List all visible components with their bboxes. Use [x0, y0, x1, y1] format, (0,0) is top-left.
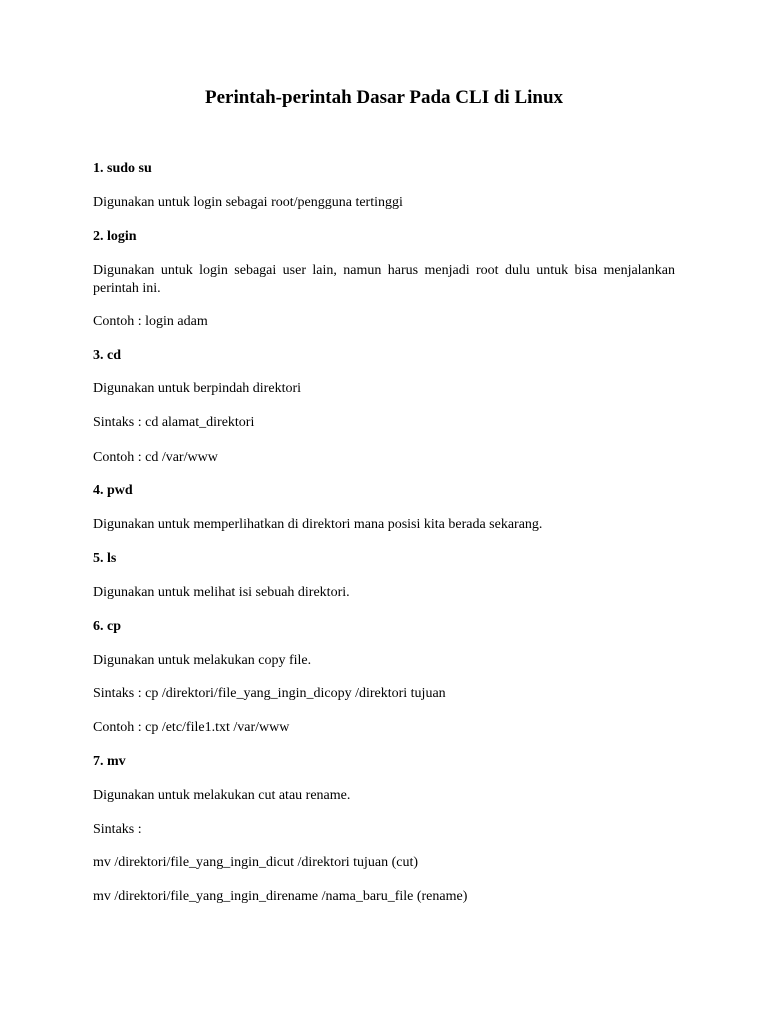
- section-line-mv-cut: mv /direktori/file_yang_ingin_dicut /direktori tujuan (cut): [93, 855, 419, 870]
- section-example-cp: Contoh : cp /etc/file1.txt /var/www: [93, 720, 290, 735]
- section-heading-cp: 6. cp: [93, 619, 121, 634]
- section-example-cd: Contoh : cd /var/www: [93, 450, 218, 465]
- section-desc-pwd: Digunakan untuk memperlihatkan di direktori mana posisi kita berada sekarang.: [93, 517, 543, 532]
- section-syntax-cd: Sintaks : cd alamat_direktori: [93, 415, 255, 430]
- section-syntax-mv: Sintaks :: [93, 822, 142, 837]
- section-line-mv-rename: mv /direktori/file_yang_ingin_direname /nama_baru_file (rename): [93, 889, 468, 904]
- section-heading-mv: 7. mv: [93, 754, 126, 769]
- section-heading-ls: 5. ls: [93, 551, 117, 566]
- document-title: Perintah-perintah Dasar Pada CLI di Linux: [204, 87, 564, 108]
- section-heading-pwd: 4. pwd: [93, 483, 133, 498]
- section-desc-sudo-su: Digunakan untuk login sebagai root/pengguna tertinggi: [93, 195, 403, 210]
- section-syntax-cp: Sintaks : cp /direktori/file_yang_ingin_dicopy /direktori tujuan: [93, 686, 446, 701]
- section-desc-login: Digunakan untuk login sebagai user lain, namun harus menjadi root dulu untuk bisa menjalankan perintah ini.: [93, 263, 675, 296]
- section-desc-mv: Digunakan untuk melakukan cut atau rename.: [93, 788, 351, 803]
- section-desc-cd: Digunakan untuk berpindah direktori: [93, 381, 302, 396]
- section-desc-cp: Digunakan untuk melakukan copy file.: [93, 653, 312, 668]
- section-heading-login: 2. login: [93, 229, 137, 244]
- section-desc-ls: Digunakan untuk melihat isi sebuah direktori.: [93, 585, 350, 600]
- section-heading-cd: 3. cd: [93, 348, 121, 363]
- section-heading-sudo-su: 1. sudo su: [93, 161, 152, 176]
- section-example-login: Contoh : login adam: [93, 314, 208, 329]
